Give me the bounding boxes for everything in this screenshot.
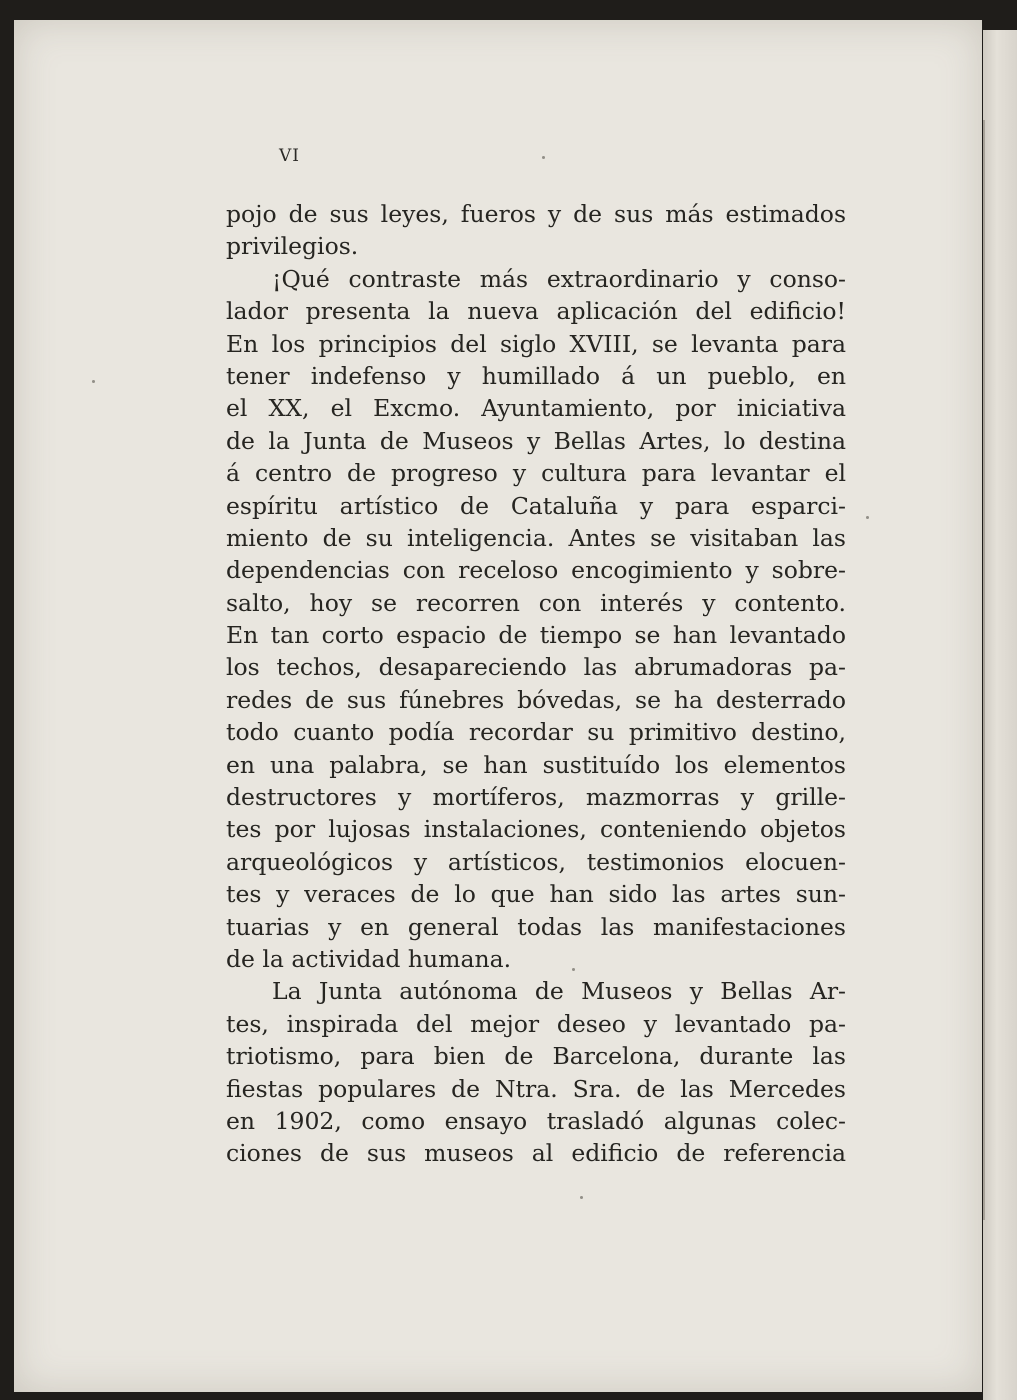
text-line: los techos, desapareciendo las abrumadoras pa- bbox=[226, 653, 846, 682]
text-line: todo cuanto podía recordar su primitivo destino, bbox=[226, 718, 846, 747]
page-gutter bbox=[983, 120, 985, 1220]
page-number: VI bbox=[279, 146, 300, 166]
text-line: fiestas populares de Ntra. Sra. de las Mercedes bbox=[226, 1074, 846, 1103]
text-line: el XX, el Excmo. Ayuntamiento, por iniciativa bbox=[226, 394, 846, 423]
text-line: de la actividad humana. bbox=[226, 944, 512, 973]
paragraph-start-line: ¡Qué contraste más extraordinario y conso- bbox=[272, 264, 846, 293]
text-line: tes y veraces de lo que han sido las artes sun- bbox=[226, 880, 846, 909]
body-text bbox=[226, 198, 846, 1170]
text-line: ciones de sus museos al edificio de referencia bbox=[226, 1139, 846, 1168]
paper-speck bbox=[542, 156, 545, 159]
text-line: de la Junta de Museos y Bellas Artes, lo destina bbox=[226, 426, 846, 455]
text-line: En los principios del siglo XVIII, se levanta para bbox=[226, 329, 846, 358]
text-line: tuarias y en general todas las manifestaciones bbox=[226, 912, 846, 941]
text-line: miento de su inteligencia. Antes se visitaban las bbox=[226, 523, 846, 552]
paper-speck bbox=[580, 1196, 583, 1199]
text-line: espíritu artístico de Cataluña y para esparci- bbox=[226, 491, 846, 520]
text-line: en 1902, como ensayo trasladó algunas colec- bbox=[226, 1106, 846, 1135]
facing-page-edge bbox=[983, 30, 1017, 1400]
paper-speck bbox=[92, 380, 95, 383]
text-line: salto, hoy se recorren con interés y contento. bbox=[226, 588, 846, 617]
text-line: arqueológicos y artísticos, testimonios elocuen- bbox=[226, 847, 846, 876]
paragraph-start-line: La Junta autónoma de Museos y Bellas Ar- bbox=[272, 977, 846, 1006]
text-line: tener indefenso y humillado á un pueblo, en bbox=[226, 361, 846, 390]
text-line: redes de sus fúnebres bóvedas, se ha desterrado bbox=[226, 685, 846, 714]
text-line: pojo de sus leyes, fueros y de sus más estimados bbox=[226, 200, 846, 228]
text-line: tes por lujosas instalaciones, conteniendo objetos bbox=[226, 815, 846, 844]
text-line: á centro de progreso y cultura para levantar el bbox=[226, 459, 846, 488]
text-line: lador presenta la nueva aplicación del edificio! bbox=[226, 297, 846, 326]
text-line: en una palabra, se han sustituído los elementos bbox=[226, 750, 846, 779]
text-line: dependencias con receloso encogimiento y sobre- bbox=[226, 556, 846, 585]
text-line: destructores y mortíferos, mazmorras y grille- bbox=[226, 783, 846, 812]
text-line: tes, inspirada del mejor deseo y levantado pa- bbox=[226, 1009, 846, 1038]
text-line: triotismo, para bien de Barcelona, durante las bbox=[226, 1042, 846, 1071]
text-line: En tan corto espacio de tiempo se han levantado bbox=[226, 621, 846, 650]
paper-speck bbox=[866, 516, 869, 519]
text-line: privilegios. bbox=[226, 232, 359, 261]
